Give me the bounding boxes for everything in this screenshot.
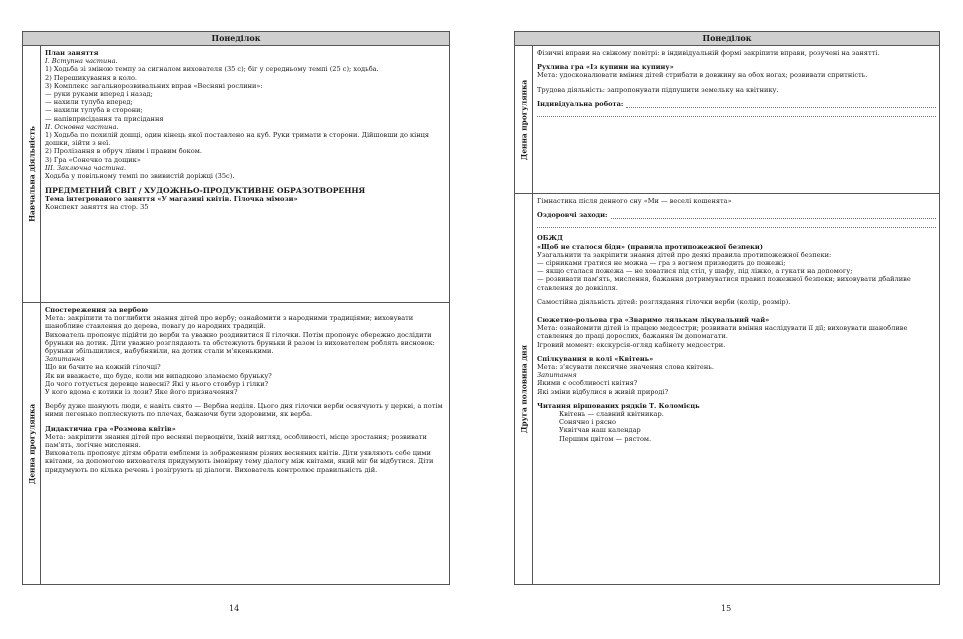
text-line: Оздоровчі заходи:	[537, 211, 936, 219]
text-line: — якщо сталася пожежа — не ховатися під стіл, у шафу, під ліжко, а гукати на допомогу;	[537, 267, 853, 276]
text-line: Ходьба у повільному темпі по звивистій доріжці (35с).	[45, 172, 235, 181]
text-line: Сонячно і рясно	[559, 418, 617, 427]
section-side-label: Друга половина дня	[515, 194, 533, 584]
text-line	[537, 306, 936, 316]
text-line: Мета: закріпити знання дітей про весняні первоцвіти, їхній вигляд, особливості, місце зростання; розвивати пам'ять, логічне мислення.	[45, 432, 427, 450]
section-day-walk	[22, 303, 450, 585]
text-line: Квітень — славний квітникар.	[559, 410, 664, 419]
text-line: До чого готується деревце навесні? Які у нього стовбур і гілки?	[45, 379, 269, 388]
text-line: Трудова діяльність: запропонувати підпушити земельку на квітнику.	[537, 85, 779, 94]
text-line: Якими є особливості квітня?	[537, 379, 638, 388]
text-line: 1) Ходьба по похилій дошці, один кінець якої поставлено на куб. Руки тримати в сторони. Дійшовши до кінця дошки, зійти з неї.	[45, 131, 430, 148]
page-header: Понеділок	[514, 31, 940, 46]
text-line: Запитання	[45, 355, 85, 364]
text-line: Конспект заняття на стор. 35	[45, 203, 149, 212]
text-line: Читання віршованих рядків Т. Коломієць	[537, 401, 700, 410]
text-line: Сюжетно-рольова гра «Зваримо лялькам лікувальний чай»	[537, 316, 770, 325]
text-line: Що ви бачите на кожній гілочці?	[45, 363, 161, 372]
text-line: Вербу дуже шанують люди, є навіть свято — Вербна неділя. Цього дня гілочки верби освячують у церкві, а потім ними легенько поплескують по плечах, бажаючи бути здоровими, як верба.	[45, 402, 443, 419]
text-line: — нахили тулуба вперед;	[45, 98, 133, 107]
text-line: «Щоб не сталося біди» (правила протипожежної безпеки)	[537, 242, 763, 251]
text-line: — нахили тулуба в сторони;	[45, 106, 143, 115]
text-line: Індивідуальна робота:	[537, 100, 936, 108]
text-line: ОБЖД	[537, 234, 563, 243]
section-side-label: Денна прогулянка	[23, 303, 41, 584]
text-line: Вихователь пропонує дітям обрати емблеми із зображенням різних весняних квітів. Діти уявляють себе цими квітами, за допомогою вихователя придумують імовірну тему діалогу між квітами, який міг би відбутися. Діти придумують по кілька речень і розігрують ці діалоги. Вихователь контролює правильність дій.	[45, 449, 434, 474]
text-line: Самостійна діяльність дітей: розглядання гілочки верби (колір, розмір).	[537, 297, 791, 306]
text-line: Вихователь пропонує підійти до верби та уважно роздивитися її гілочки. Потім пропонує обережно дослідити бруньки на дотик. Діти уважно розглядають та обстежують бруньки й разом із вихователем роблять висновок: бруньки збільшилися, набубнявіли, на дотик стали м'якенькими.	[45, 330, 435, 356]
text-line: — розвивати пам'ять, мислення, бажання дотримуватися правил пожежної безпеки; виховувати дбайливе ставлення до довкілля.	[537, 275, 911, 292]
text-line: — руки руками вперед і назад;	[45, 90, 153, 99]
text-line: — сірниками гратися не можна — гра з вогнем призводить до пожежі;	[537, 259, 786, 268]
section-study-activity	[22, 46, 450, 303]
text-line: Запитання	[537, 371, 577, 380]
text-line: Узагальнити та закріпити знання дітей про деякі правила протипожежної безпеки:	[537, 250, 832, 259]
text-line: Гімнастика після денного сну «Ми — веселі кошенята»	[537, 197, 732, 205]
page-number: 14	[229, 604, 240, 613]
text-line: Тема інтегрованого заняття «У магазині квітів. Гілочка мімози»	[45, 195, 298, 204]
section-body	[537, 194, 936, 443]
text-line: Які зміни відбулися в живій природі?	[537, 387, 669, 396]
text-line: 2) Перешикування в коло.	[45, 73, 138, 82]
text-line: 2) Пролізання в обруч лівим і правим боком.	[45, 147, 202, 156]
text-line: План заняття	[45, 49, 99, 57]
text-line: I. Вступна частина.	[45, 57, 118, 66]
section-day-walk	[514, 46, 940, 194]
blank-line	[537, 108, 936, 117]
text-line: 1) Ходьба зі зміною темпу за сигналом вихователя (35 с); біг у середньому темпі (25 с); ходьба.	[45, 65, 379, 74]
text-line: Фізичні вправи на свіжому повітрі: в індивідуальній формі закріпити вправи, розучені на занятті.	[537, 49, 880, 57]
text-line: Мета: удосконалювати вміння дітей стрибати в довжину на обох ногах; розвивати спритність.	[537, 71, 868, 80]
text-line: 3) Гра «Сонечко та дощик»	[45, 155, 141, 164]
text-line: Спостереження за вербою	[45, 306, 148, 314]
text-line: Мета: закріпити та поглибити знання дітей про вербу; ознайомити з народними традиціями; виховувати шанобливе ставлення до дерева, повагу до народних традицій.	[45, 314, 414, 331]
text-line: III. Заключна частина.	[45, 163, 127, 172]
blank-fill	[626, 100, 936, 108]
right-page	[514, 31, 940, 585]
section-body	[45, 46, 446, 212]
text-line: Як ви вважаєте, що буде, коли ми випадково зламаємо бруньку?	[45, 371, 272, 380]
text-line: — напівприсідання та присідання	[45, 114, 164, 123]
text-line: II. Основна частина.	[45, 122, 119, 131]
blank-fill	[611, 211, 937, 219]
page-number: 15	[721, 604, 732, 613]
blank-line	[537, 219, 936, 228]
section-body	[45, 303, 446, 474]
text-line: Спілкування в колі «Квітень»	[537, 354, 654, 363]
text-line: Рухлива гра «Із купини на купину»	[537, 63, 674, 72]
left-page	[22, 31, 450, 585]
text-line: Мета: ознайомити дітей із працею медсестри; розвивати вміння наслідувати її дії; виховувати шанобливе ставлення до праці дорослих, бажання їм допомагати.	[537, 324, 908, 341]
text-line: ПРЕДМЕТНИЙ СВІТ / ХУДОЖНЬО-ПРОДУКТИВНЕ ОБРАЗОТВОРЕННЯ	[45, 186, 366, 196]
text-line: 3) Комплекс загальнорозвивальних вправ «Весняні рослини»:	[45, 81, 263, 90]
section-body	[537, 46, 936, 117]
text-line: Уквітчав наш календар	[559, 426, 641, 435]
text-line: Першим цвітом — рястом.	[559, 434, 652, 443]
section-side-label: Навчальна діяльність	[23, 46, 41, 302]
page-header: Понеділок	[22, 31, 450, 46]
text-line: Ігровий момент: екскурсія-огляд кабінету медсестри.	[537, 340, 726, 349]
text-line: Дидактична гра «Розмова квітів»	[45, 424, 176, 433]
section-side-label: Денна прогулянка	[515, 46, 533, 193]
text-line: У кого вдома є котики із лози? Яке його призначення?	[45, 388, 238, 397]
section-second-half-day	[514, 194, 940, 585]
text-line: Мета: з'ясувати лексичне значення слова квітень.	[537, 363, 714, 372]
